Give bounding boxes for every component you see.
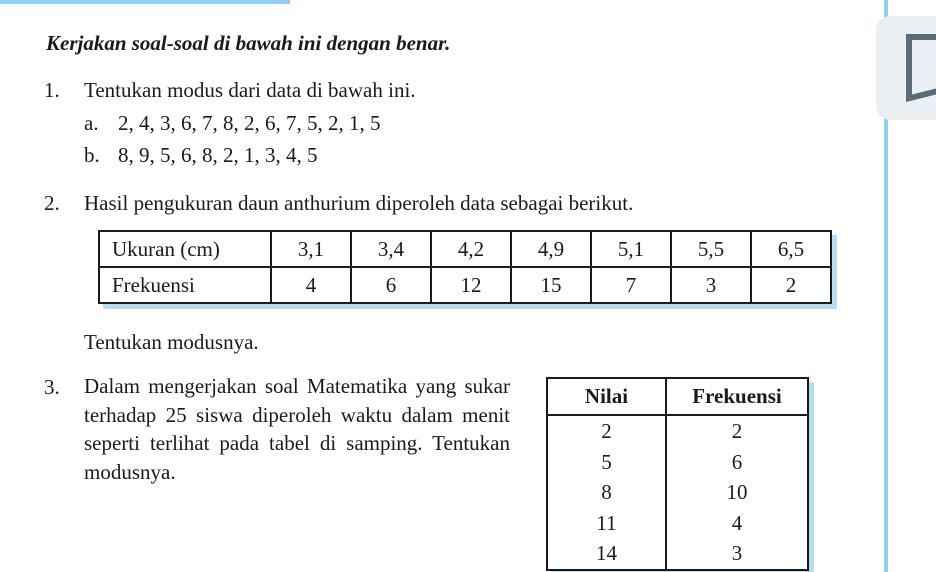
nilai-cell: 2: [547, 415, 666, 447]
nilai-cell: 5: [547, 447, 666, 478]
q1-a-label: a.: [84, 111, 99, 135]
freq-cell: 12: [431, 267, 511, 303]
size-cell: 5,1: [591, 231, 671, 267]
nilai-cell: 11: [547, 508, 666, 539]
size-cell: 4,9: [511, 231, 591, 267]
q2-number: 2.: [44, 191, 60, 215]
freq-cell: 7: [591, 267, 671, 303]
table-header-row: [547, 378, 808, 415]
q3-text: Dalam mengerjakan soal Matematika yang sukar terhadap 25 siswa diperoleh waktu dalam menit seperti terlihat pada tabel di samping. Tentukan modusnya.: [84, 374, 510, 484]
q1-b-data: 8, 9, 5, 6, 8, 2, 1, 3, 4, 5: [118, 143, 318, 167]
freq-cell: 2: [751, 267, 831, 303]
bookmark-icon: [906, 34, 936, 98]
q3-number: 3.: [44, 375, 60, 399]
table-row: [547, 508, 808, 539]
column-header-frekuensi: Frekuensi: [666, 378, 808, 415]
size-cell: 6,5: [751, 231, 831, 267]
frekuensi-cell: 6: [666, 447, 808, 478]
table-row: [547, 447, 808, 478]
exercise-title: Kerjakan soal-soal di bawah ini dengan benar.: [46, 31, 451, 55]
frekuensi-cell: 4: [666, 508, 808, 539]
frekuensi-cell: 10: [666, 477, 808, 508]
q1-b-label: b.: [84, 143, 100, 167]
table-row: [547, 538, 808, 570]
q1-a-data: 2, 4, 3, 6, 7, 8, 2, 6, 7, 5, 2, 1, 5: [118, 111, 381, 135]
size-cell: 4,2: [431, 231, 511, 267]
frekuensi-cell: 2: [666, 415, 808, 447]
nilai-cell: 14: [547, 538, 666, 570]
freq-cell: 6: [351, 267, 431, 303]
table-row: [99, 231, 831, 267]
top-accent-bar: [0, 0, 290, 4]
column-header-nilai: Nilai: [547, 378, 666, 415]
freq-cell: 3: [671, 267, 751, 303]
time-frequency-table: [546, 377, 809, 571]
table-row: [547, 415, 808, 447]
q2-text: Hasil pengukuran daun anthurium diperoleh data sebagai berikut.: [84, 191, 634, 215]
q1-text: Tentukan modus dari data di bawah ini.: [84, 78, 416, 102]
nilai-cell: 8: [547, 477, 666, 508]
table-row: [547, 477, 808, 508]
size-cell: 5,5: [671, 231, 751, 267]
leaf-size-table: [98, 230, 832, 304]
row-label-frequency: Frekuensi: [99, 267, 271, 303]
frekuensi-cell: 3: [666, 538, 808, 570]
row-label-size: Ukuran (cm): [99, 231, 271, 267]
table-row: [99, 267, 831, 303]
size-cell: 3,1: [271, 231, 351, 267]
q2-instruction: Tentukan modusnya.: [84, 330, 259, 354]
q1-number: 1.: [44, 78, 60, 102]
freq-cell: 4: [271, 267, 351, 303]
size-cell: 3,4: [351, 231, 431, 267]
freq-cell: 15: [511, 267, 591, 303]
